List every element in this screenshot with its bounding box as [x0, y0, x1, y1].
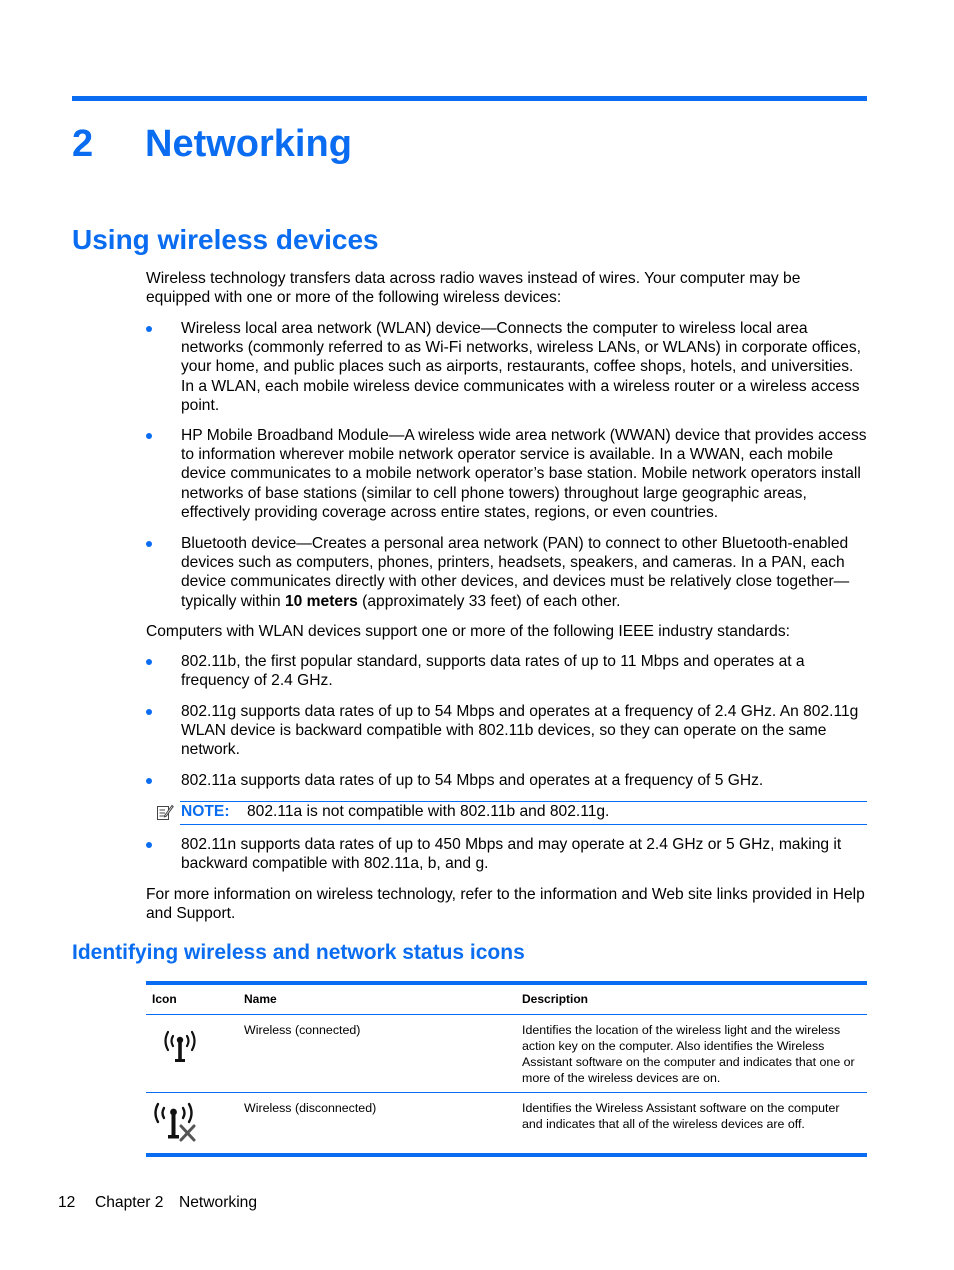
section-title: Using wireless devices [72, 224, 379, 255]
bluetooth-text-end: (approximately 33 feet) of each other. [357, 592, 621, 610]
table-bottom-rule [146, 1153, 867, 1157]
table-header-icon: Icon [152, 992, 177, 1006]
list-item [146, 835, 868, 873]
wireless-disconnected-icon [150, 1100, 200, 1144]
more-info-paragraph: For more information on wireless technology, refer to the information and Web site links provided in Help and Support. [146, 886, 865, 923]
list-item-text: 802.11b, the first popular standard, supports data rates of up to 11 Mbps and operates at a frequency of 2.4 GHz. [181, 653, 805, 690]
bullet-icon [146, 433, 152, 439]
table-top-rule [146, 981, 867, 985]
table-cell-name: Wireless (connected) [244, 1023, 361, 1037]
bullet-icon [146, 541, 152, 547]
standards-intro-paragraph: Computers with WLAN devices support one or more of the following IEEE industry standards: [146, 623, 790, 640]
chapter-number: 2 [72, 123, 94, 165]
chapter-title: Networking [145, 123, 352, 165]
list-item-text: HP Mobile Broadband Module—A wireless wide area network (WWAN) device that provides access to information wherever mobile network operator service is available. In a WWAN, each mobile device communicates to a mobile network operator’s base station. Mobile network operators install networks of base stations (similar to cell phone towers) throughout large geographic areas, effectively providing coverage across entire states, regions, or even countries. [181, 427, 867, 521]
page-number: 12 [58, 1194, 76, 1211]
bluetooth-range: 10 meters [285, 592, 358, 610]
list-item-text: 802.11n supports data rates of up to 450 Mbps and may operate at 2.4 GHz or 5 GHz, making it backward compatible with 802.11a, b, and g. [181, 836, 842, 873]
bullet-icon [146, 326, 152, 332]
note-pencil-icon [156, 803, 174, 821]
list-item-text: 802.11a supports data rates of up to 54 Mbps and operates at a frequency of 5 GHz. [181, 772, 764, 789]
chapter-top-rule [72, 96, 867, 101]
bullet-icon [146, 659, 152, 665]
list-item [146, 426, 868, 522]
list-item-text: Wireless local area network (WLAN) device—Connects the computer to wireless local area networks (commonly referred to as Wi-Fi networks, wireless LANs, or WLANs) in corporate offices, your home, and public places such as airports, restaurants, coffee shops, hotels, and universities. In a WLAN, each mobile wireless device communicates with a wireless router or a wireless access point. [181, 320, 861, 414]
intro-paragraph: Wireless technology transfers data across radio waves instead of wires. Your computer may be equipped with one or more of the following wireless devices: [146, 270, 801, 307]
table-row-rule [146, 1092, 867, 1093]
note-text: 802.11a is not compatible with 802.11b and 802.11g. [247, 803, 610, 820]
list-item-text [181, 534, 868, 611]
table-cell-description: Identifies the Wireless Assistant software on the computer and indicates that all of the wireless devices are off. [522, 1101, 840, 1131]
list-item [146, 652, 868, 690]
table-header-name: Name [244, 992, 277, 1006]
footer-chapter-label: Chapter 2 [95, 1194, 164, 1211]
note-label: NOTE: [181, 803, 230, 820]
list-item [146, 319, 868, 415]
wireless-connected-icon [158, 1024, 202, 1066]
list-item [146, 771, 868, 790]
bullet-icon [146, 842, 152, 848]
bullet-icon [146, 778, 152, 784]
table-header-rule [146, 1014, 867, 1015]
list-item-text: 802.11g supports data rates of up to 54 Mbps and operates at a frequency of 2.4 GHz. An 802.11g WLAN device is backward compatible with 802.11b devices, so they can operate on the same network. [181, 703, 859, 759]
bullet-icon [146, 709, 152, 715]
list-item [146, 534, 868, 611]
bluetooth-text-start: Bluetooth device—Creates a personal area network (PAN) to connect to other Bluetooth-enabled devices such as computers, phones, printers, headsets, speakers, and cameras. In a PAN, each device communicates directly with other devices, and devices must be relatively close together—typically within [181, 535, 850, 610]
chapter-heading [72, 120, 352, 168]
list-item [146, 702, 868, 760]
table-header-description: Description [522, 992, 589, 1006]
footer-chapter-title: Networking [179, 1194, 257, 1211]
table-cell-name: Wireless (disconnected) [244, 1101, 377, 1115]
subsection-title: Identifying wireless and network status icons [72, 941, 525, 964]
table-cell-description: Identifies the location of the wireless light and the wireless action key on the computer. Also identifies the Wireless Assistant software on the computer and indicates that one or more of the wireless devices are on. [522, 1023, 855, 1085]
